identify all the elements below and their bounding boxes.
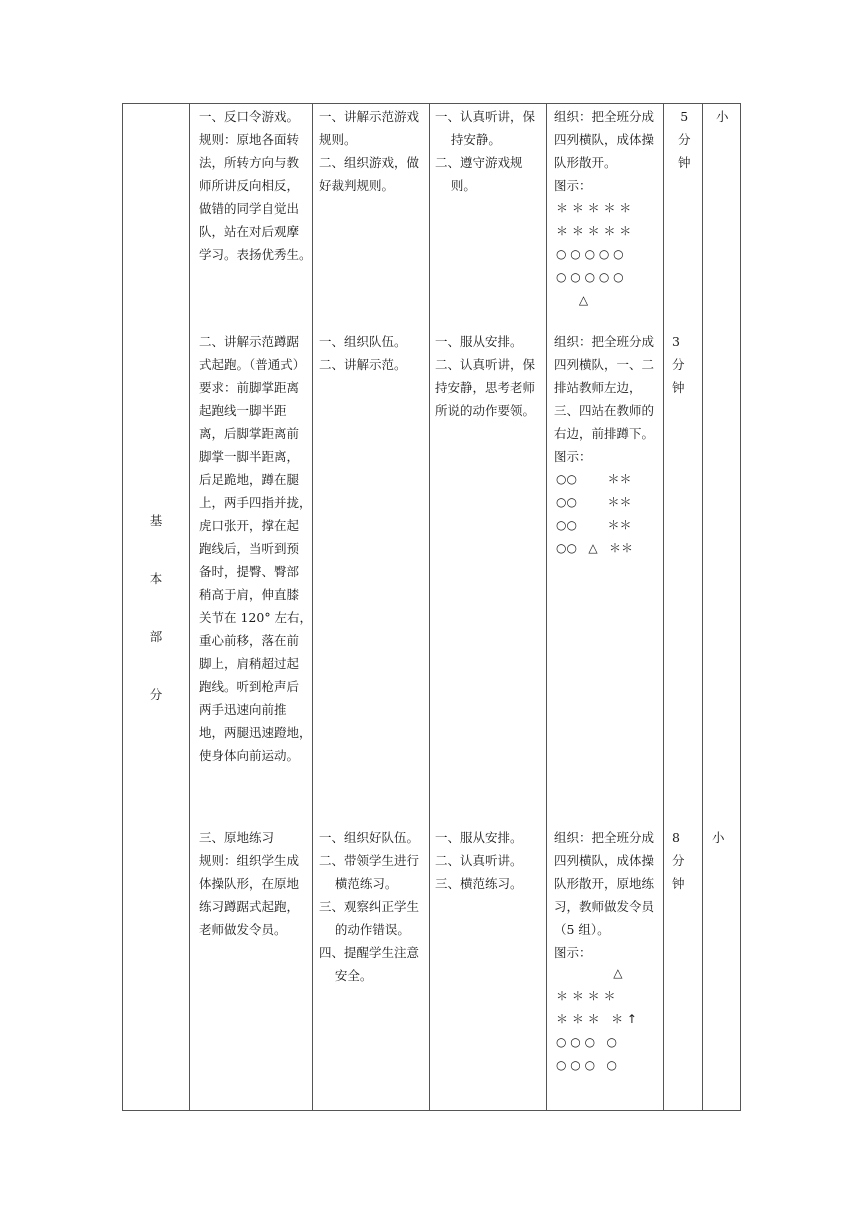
column-divider <box>312 104 313 1110</box>
column-divider <box>663 104 664 1110</box>
text-line: ○○ △ ＊＊ <box>556 541 634 555</box>
text-line: 持安静，思考老师 <box>435 380 536 395</box>
text-line: 规则。 <box>319 132 357 147</box>
text-line: 四列横队，成体操 <box>554 132 655 147</box>
text-line: ○ ○ ○ ○ <box>556 1058 617 1072</box>
text-line: 横范练习。 <box>319 876 398 891</box>
text-line: 组织：把全班分成 <box>554 334 655 349</box>
text-line: 队形散开。 <box>554 155 617 170</box>
row-3-intensity: 小 <box>712 830 725 845</box>
text-line: 排站教师左边， <box>554 380 642 395</box>
text-line: △ <box>556 293 589 307</box>
text-line: 后足跪地，蹲在腿 <box>199 472 300 487</box>
text-line: 使身体向前运动。 <box>199 748 300 763</box>
text-line: 8 <box>672 830 680 845</box>
row-2-formation-diagram <box>556 468 633 560</box>
text-line: 四、提醒学生注意 <box>319 945 420 960</box>
row-2-time <box>672 330 685 399</box>
row-2-content <box>199 330 312 767</box>
text-line: 跑线后，当听到预 <box>199 541 300 556</box>
text-line: 3 <box>672 334 680 349</box>
text-line: ○○ ＊＊ <box>556 472 632 486</box>
text-line: 图示： <box>554 945 592 960</box>
row-2-organization <box>554 330 654 468</box>
text-line: 钟 <box>678 155 691 170</box>
row-1-content <box>199 105 312 266</box>
row-3-teacher <box>319 826 419 987</box>
text-line: ＊ ＊ ＊ ＊ ↑ <box>556 1012 637 1026</box>
text-line: 四列横队，成体操 <box>554 853 655 868</box>
text-line: 钟 <box>672 380 685 395</box>
text-line: 队，站在对后观摩 <box>199 224 300 239</box>
text-line: 一、服从安排。 <box>435 830 523 845</box>
text-line: 稍高于肩，伸直膝 <box>199 587 300 602</box>
text-line: 的动作错误。 <box>319 922 410 937</box>
text-line: 钟 <box>672 876 685 891</box>
row-3-time <box>672 826 685 895</box>
text-line: 图示： <box>554 449 592 464</box>
text-line: 跑线。听到枪声后 <box>199 679 300 694</box>
text-line: ○○ ＊＊ <box>556 495 632 509</box>
text-line: 二、讲解示范。 <box>319 357 407 372</box>
row-1-student <box>435 105 535 197</box>
text-line: 要求：前脚掌距离 <box>199 380 300 395</box>
text-line: 规则：组织学生成 <box>199 853 300 868</box>
row-3-organization <box>554 826 654 964</box>
text-line: 习，教师做发令员 <box>554 899 655 914</box>
row-1-time <box>678 105 691 174</box>
text-line: 右边，前排蹲下。 <box>554 426 655 441</box>
text-line: 地，两腿迅速蹬地， <box>199 725 312 740</box>
text-line: 分 <box>672 357 685 372</box>
row-2-student <box>435 330 535 422</box>
text-line: 组织：把全班分成 <box>554 830 655 845</box>
row-3-student <box>435 826 523 895</box>
text-line: 脚上，肩稍超过起 <box>199 656 300 671</box>
text-line: 三、观察纠正学生 <box>319 899 420 914</box>
text-line: 规则：原地各面转 <box>199 132 300 147</box>
text-line: 二、带领学生进行 <box>319 853 420 868</box>
row-1-teacher <box>319 105 419 197</box>
text-line: 持安静。 <box>435 132 501 147</box>
row-1-organization <box>554 105 654 197</box>
text-line: 两手迅速向前推 <box>199 702 287 717</box>
text-line: 二、认真听讲，保 <box>435 357 536 372</box>
text-line: 脚掌一脚半距离， <box>199 449 300 464</box>
text-line: 队形散开，原地练 <box>554 876 655 891</box>
text-line: 分 <box>672 853 685 868</box>
text-line: 组织：把全班分成 <box>554 109 655 124</box>
text-line: 一、反口令游戏。 <box>199 109 300 124</box>
text-line: 一、服从安排。 <box>435 334 523 349</box>
text-line: ○ ○ ○ ○ ○ <box>556 247 624 261</box>
column-divider <box>702 104 703 1110</box>
text-line: 二、遵守游戏规 <box>435 155 523 170</box>
section-char: 基 <box>149 513 163 528</box>
column-divider <box>429 104 430 1110</box>
row-3-content <box>199 826 299 941</box>
text-line: 法，所转方向与教 <box>199 155 300 170</box>
section-char: 分 <box>149 687 163 702</box>
text-line: 虎口张开，撑在起 <box>199 518 300 533</box>
text-line: ＊ ＊ ＊ ＊ ＊ <box>556 224 632 238</box>
column-divider <box>189 104 190 1110</box>
text-line: 师所讲反向相反， <box>199 178 300 193</box>
column-divider <box>546 104 547 1110</box>
text-line: 离，后脚掌距离前 <box>199 426 300 441</box>
text-line: 式起跑。（普通式） <box>199 357 306 372</box>
row-1-formation-diagram <box>556 197 631 312</box>
text-line: 一、认真听讲，保 <box>435 109 536 124</box>
text-line: 一、组织好队伍。 <box>319 830 420 845</box>
lesson-plan-table <box>122 103 741 1111</box>
text-line: 关节在 120° 左右， <box>199 610 313 625</box>
text-line: 重心前移，落在前 <box>199 633 300 648</box>
text-line: 上，两手四指并拢， <box>199 495 312 510</box>
text-line: 三、四站在教师的 <box>554 403 655 418</box>
text-line: 二、组织游戏，做 <box>319 155 420 170</box>
text-line: ○ ○ ○ ○ <box>556 1035 617 1049</box>
text-line: △ <box>556 966 623 980</box>
row-2-teacher <box>319 330 407 376</box>
text-line: 所说的动作要领。 <box>435 403 536 418</box>
text-line: 四列横队，一、二 <box>554 357 655 372</box>
text-line: 一、讲解示范游戏 <box>319 109 420 124</box>
text-line: ＊ ＊ ＊ ＊ ＊ <box>556 201 632 215</box>
text-line: 老师做发令员。 <box>199 922 287 937</box>
text-line: 体操队形，在原地 <box>199 876 300 891</box>
text-line: 学习。表扬优秀生。 <box>199 247 312 262</box>
text-line: 三、横范练习。 <box>435 876 523 891</box>
text-line: 则。 <box>435 178 476 193</box>
text-line: 一、组织队伍。 <box>319 334 407 349</box>
text-line: ＊ ＊ ＊ ＊ <box>556 989 616 1003</box>
section-char: 本 <box>149 571 163 586</box>
text-line: 分 <box>678 132 691 147</box>
text-line: 安全。 <box>319 968 373 983</box>
text-line: （5 组）。 <box>554 922 610 937</box>
text-line: ○ ○ ○ ○ ○ <box>556 270 624 284</box>
text-line: 好裁判规则。 <box>319 178 395 193</box>
row-1-intensity: 小 <box>716 109 729 124</box>
text-line: 练习蹲踞式起跑， <box>199 899 300 914</box>
text-line: 5 <box>680 109 689 124</box>
row-3-formation-diagram <box>556 962 637 1077</box>
text-line: 三、原地练习 <box>199 830 275 845</box>
text-line: 二、讲解示范蹲踞 <box>199 334 300 349</box>
text-line: 起跑线一脚半距 <box>199 403 287 418</box>
section-label <box>123 492 189 724</box>
text-line: ○○ ＊＊ <box>556 518 632 532</box>
text-line: 备时，提臀、臀部 <box>199 564 300 579</box>
text-line: 二、认真听讲。 <box>435 853 523 868</box>
text-line: 图示： <box>554 178 592 193</box>
text-line: 做错的同学自觉出 <box>199 201 300 216</box>
section-char: 部 <box>149 629 163 644</box>
